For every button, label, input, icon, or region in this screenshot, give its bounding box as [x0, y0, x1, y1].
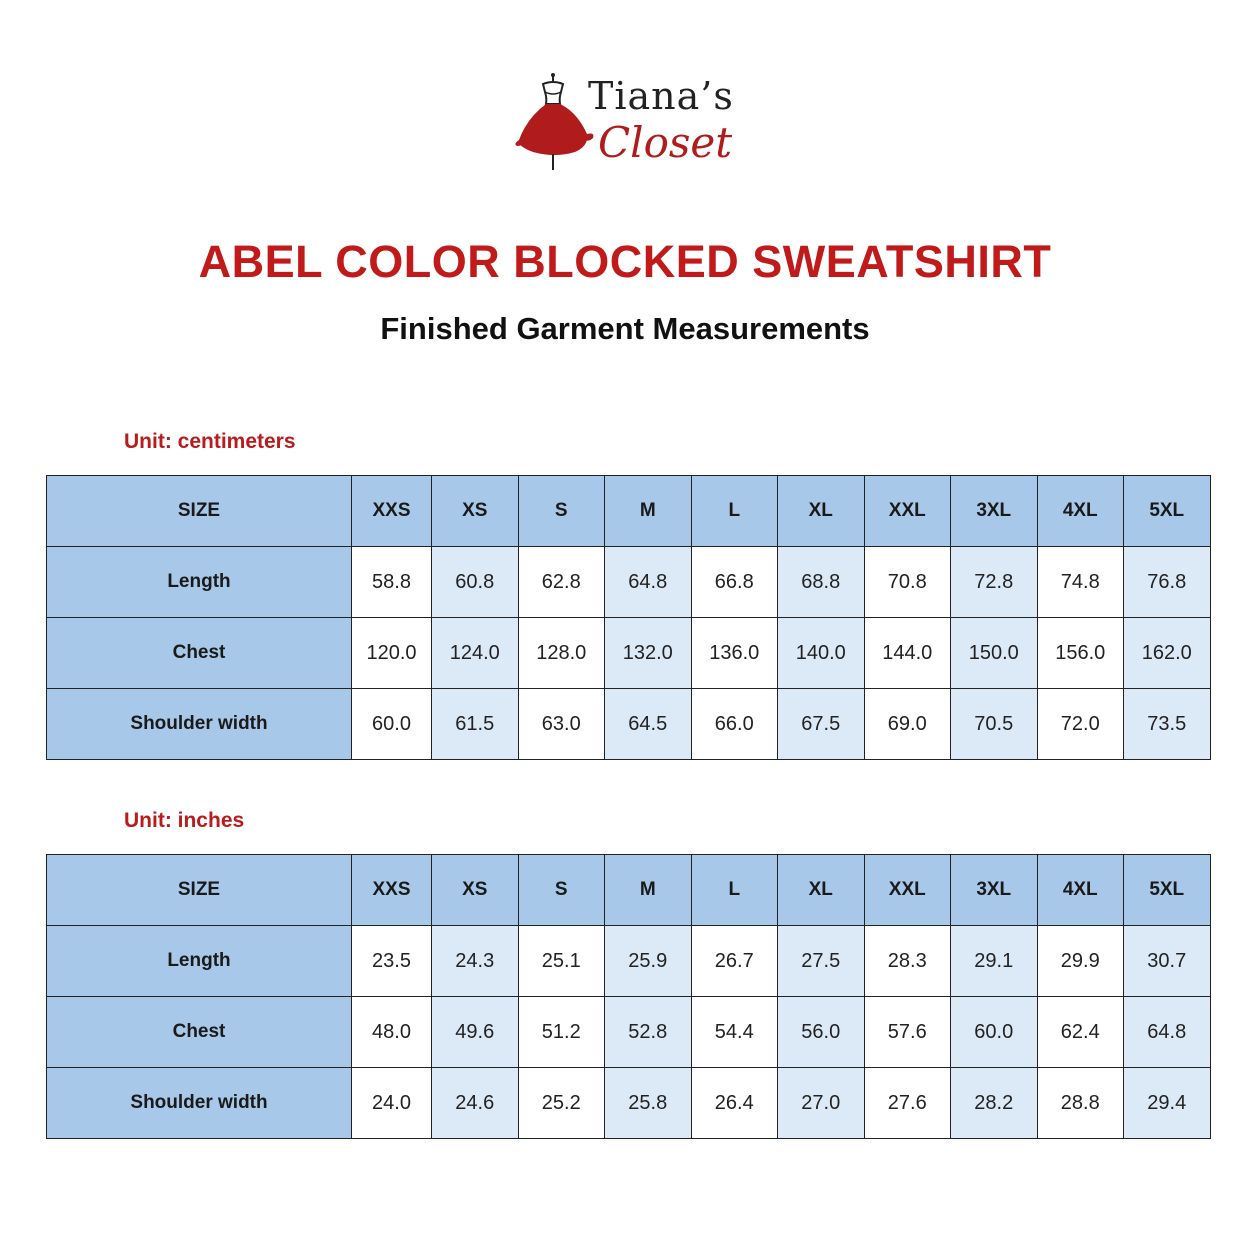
table-cell: 29.1 — [951, 926, 1038, 997]
brand-name-line1: Tiana’s — [588, 74, 734, 118]
table-row — [47, 997, 1211, 1068]
table-cell: 120.0 — [352, 618, 432, 689]
table-cell: 28.2 — [951, 1068, 1038, 1139]
table-cell: 144.0 — [864, 618, 951, 689]
header-cell: XL — [778, 855, 865, 926]
table-cell: 132.0 — [605, 618, 692, 689]
table-cell: 28.8 — [1037, 1068, 1124, 1139]
table-cell: 128.0 — [518, 618, 605, 689]
table-cell: 136.0 — [691, 618, 778, 689]
table-cell: 51.2 — [518, 997, 605, 1068]
header-cell: L — [691, 476, 778, 547]
brand-name-line2: Closet — [598, 118, 733, 167]
size-table-inches — [46, 854, 1211, 1139]
table-header-row — [47, 476, 1211, 547]
unit-label-centimeters: Unit: centimeters — [124, 430, 296, 453]
page-title: ABEL COLOR BLOCKED SWEATSHIRT — [198, 236, 1052, 287]
table-cell: 29.4 — [1124, 1068, 1211, 1139]
table-cell: 72.0 — [1037, 689, 1124, 760]
header-cell: 3XL — [951, 476, 1038, 547]
table-cell: 23.5 — [352, 926, 432, 997]
row-label: Length — [47, 926, 352, 997]
table-cell: 30.7 — [1124, 926, 1211, 997]
table-cell: 60.0 — [951, 997, 1038, 1068]
table-cell: 162.0 — [1124, 618, 1211, 689]
table-cell: 58.8 — [352, 547, 432, 618]
table-cell: 66.0 — [691, 689, 778, 760]
table-cell: 140.0 — [778, 618, 865, 689]
table-cell: 25.2 — [518, 1068, 605, 1139]
table-cell: 24.6 — [432, 1068, 519, 1139]
table-cell: 48.0 — [352, 997, 432, 1068]
header-cell: 5XL — [1124, 855, 1211, 926]
table-header-row — [47, 855, 1211, 926]
brand-logo — [515, 72, 740, 172]
header-cell: SIZE — [47, 476, 352, 547]
table-cell: 25.9 — [605, 926, 692, 997]
table-row — [47, 926, 1211, 997]
red-dress-on-mannequin-icon — [515, 72, 595, 172]
table-cell: 26.4 — [691, 1068, 778, 1139]
table-cell: 76.8 — [1124, 547, 1211, 618]
header-cell: XL — [778, 476, 865, 547]
table-cell: 156.0 — [1037, 618, 1124, 689]
table-cell: 25.1 — [518, 926, 605, 997]
table-cell: 69.0 — [864, 689, 951, 760]
table-cell: 70.5 — [951, 689, 1038, 760]
table-row — [47, 689, 1211, 760]
table-cell: 68.8 — [778, 547, 865, 618]
table-cell: 150.0 — [951, 618, 1038, 689]
header-cell: XXS — [352, 476, 432, 547]
row-label: Chest — [47, 997, 352, 1068]
header-cell: 5XL — [1124, 476, 1211, 547]
table-cell: 63.0 — [518, 689, 605, 760]
header-cell: S — [518, 476, 605, 547]
table-cell: 74.8 — [1037, 547, 1124, 618]
row-label: Chest — [47, 618, 352, 689]
table-cell: 70.8 — [864, 547, 951, 618]
table-cell: 24.0 — [352, 1068, 432, 1139]
header-cell: XS — [432, 476, 519, 547]
unit-label-inches: Unit: inches — [124, 809, 245, 832]
header-cell: S — [518, 855, 605, 926]
table-cell: 28.3 — [864, 926, 951, 997]
header-cell: 4XL — [1037, 855, 1124, 926]
table-cell: 60.0 — [352, 689, 432, 760]
header-cell: XXS — [352, 855, 432, 926]
header-cell: SIZE — [47, 855, 352, 926]
table-cell: 64.8 — [605, 547, 692, 618]
header-cell: 4XL — [1037, 476, 1124, 547]
table-cell: 24.3 — [432, 926, 519, 997]
table-cell: 54.4 — [691, 997, 778, 1068]
table-cell: 26.7 — [691, 926, 778, 997]
table-row — [47, 618, 1211, 689]
table-cell: 67.5 — [778, 689, 865, 760]
row-label: Length — [47, 547, 352, 618]
header-cell: 3XL — [951, 855, 1038, 926]
table-cell: 61.5 — [432, 689, 519, 760]
table-cell: 73.5 — [1124, 689, 1211, 760]
row-label: Shoulder width — [47, 1068, 352, 1139]
table-cell: 62.4 — [1037, 997, 1124, 1068]
table-cell: 25.8 — [605, 1068, 692, 1139]
table-cell: 52.8 — [605, 997, 692, 1068]
table-cell: 66.8 — [691, 547, 778, 618]
page-subtitle: Finished Garment Measurements — [380, 311, 870, 346]
table-cell: 64.8 — [1124, 997, 1211, 1068]
table-cell: 29.9 — [1037, 926, 1124, 997]
header-cell: M — [605, 855, 692, 926]
header-cell: XXL — [864, 476, 951, 547]
table-cell: 27.0 — [778, 1068, 865, 1139]
table-cell: 56.0 — [778, 997, 865, 1068]
header-cell: XXL — [864, 855, 951, 926]
table-cell: 27.5 — [778, 926, 865, 997]
row-label: Shoulder width — [47, 689, 352, 760]
table-cell: 64.5 — [605, 689, 692, 760]
table-cell: 49.6 — [432, 997, 519, 1068]
table-cell: 60.8 — [432, 547, 519, 618]
table-cell: 124.0 — [432, 618, 519, 689]
table-row — [47, 1068, 1211, 1139]
header-cell: L — [691, 855, 778, 926]
table-cell: 57.6 — [864, 997, 951, 1068]
table-cell: 62.8 — [518, 547, 605, 618]
table-cell: 27.6 — [864, 1068, 951, 1139]
table-row — [47, 547, 1211, 618]
size-table-centimeters — [46, 475, 1211, 760]
header-cell: XS — [432, 855, 519, 926]
table-cell: 72.8 — [951, 547, 1038, 618]
header-cell: M — [605, 476, 692, 547]
